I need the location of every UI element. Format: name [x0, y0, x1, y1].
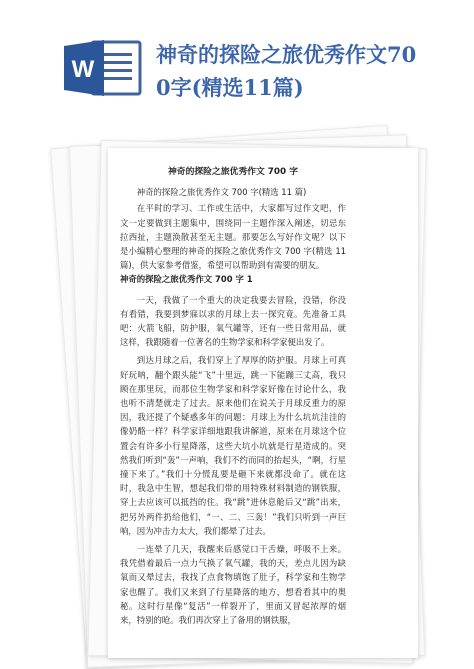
body-paragraph: 到达月球之后，我们穿上了厚厚的防护服。月球上可真好玩呐，翻个跟头能“飞”十里远，跳一下能蹦三丈高，我只顾在那里玩，而那位生物学家和科学家好像在讨论什么，我也听不清楚就走了过去。原来他们在说关于月球反重力的原因，我还提了个疑惑多年的问题：月球上为什么坑坑洼洼的像奶酪一样？科学家详细地跟我讲解道，原来在月球这个位置会有许多小行星降落，这些大坑小坑就是行星造成的。突然我们听到“轰”一声响，我们不约而同的抬起头，“啊，行星撞下来了。”我们十分慌乱要是砸下来就都没命了。就在这时，我急中生智，想起我们带的用特殊材料制造的钢铁服，穿上去应该可以抵挡的住。我“跳”进休息舱后又“跳”出来，把另外两件扔给他们，“一、二、三轰！”我们只听到一声巨响，因为冲击力太大，我们都晕了过去。 — [120, 355, 346, 536]
banner — [0, 0, 474, 120]
document-subtitle: 神奇的探险之旅优秀作文 700 字(精选 11 篇) — [136, 187, 307, 198]
section-title: 神奇的探险之旅优秀作文 700 字 1 — [120, 274, 253, 285]
body-paragraph: 一连晕了几天，我醒来后感觉口干舌燥，呼吸不上来。我凭借着最后一点力气换了氧气罐，我的天，差点儿因为缺氧而又晕过去，我找了点食物填饱了肚子，科学家和生物学家也醒了。我们又来到了行星降落的地方，想看看其中的奥秘。这时行星像“复活”一样裂开了，里面又冒起浓厚的烟来，特别的呛。我们再次穿上了备用的钢铁服， — [120, 544, 346, 626]
page-title-line-2: 0字(精选11篇) — [156, 75, 304, 100]
document-content — [120, 165, 346, 627]
document-heading: 神奇的探险之旅优秀作文 700 字 — [167, 167, 299, 177]
intro-paragraph: 在平时的学习、工作或生活中，大家都写过作文吧，作文一定要做到主题集中，围绕同一主题作深入阐述，切忌东拉西扯，主题涣散甚至无主题。那要怎么写好作文呢？以下是小编精心整理的神奇的探险之旅优秀作文 700 字(精选 11 篇)，供大家参考借鉴，希望可以帮助到有需要的朋友。 — [120, 203, 346, 271]
word-document-icon — [62, 38, 144, 98]
page-title — [156, 38, 456, 104]
word-icon-letter: W — [71, 56, 95, 83]
body-paragraph: 一天，我做了一个重大的决定我要去冒险，没错，你没有看错，我要到梦寐以求的月球上去一探究竟。先准备工具吧：火箭飞船，防护服，氧气罐等，还有一些日常用品，就这样，我跟随着一位著名的生物学家和科学家便出发了。 — [120, 294, 346, 348]
page-title-line-1: 神奇的探险之旅优秀作文70 — [156, 42, 417, 67]
